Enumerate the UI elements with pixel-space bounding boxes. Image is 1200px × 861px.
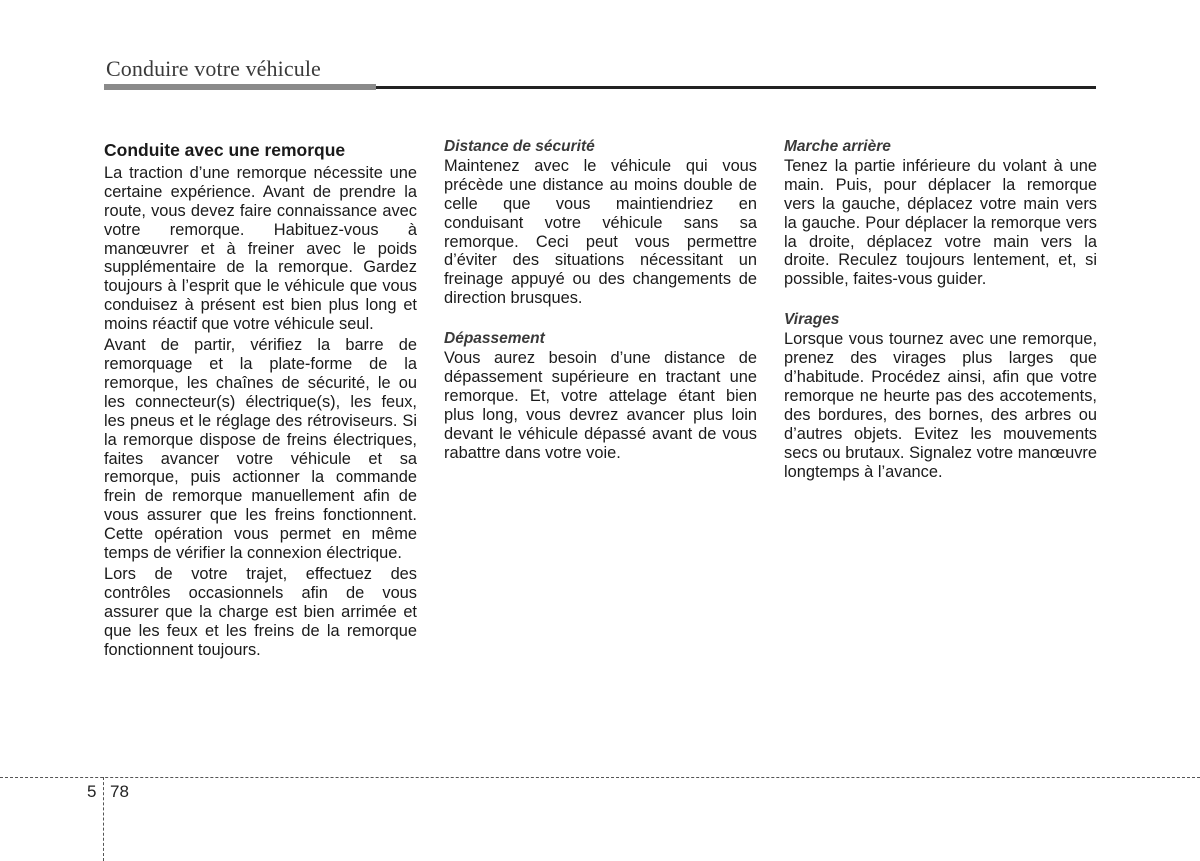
paragraph-safety-distance: Maintenez avec le véhicule qui vous précède une distance au moins double de celle que vous maintiendriez en conduisant votre véhicule sans sa remorque. Ceci peut vous permettre d’éviter des situations nécessitant un freinage appuyé ou des changements de direction brusques. [444, 156, 757, 308]
chapter-number: 5 [87, 782, 97, 801]
paragraph-overtaking: Vous aurez besoin d’une distance de dépassement supérieure en tractant une remorque. Et, votre attelage étant bien plus long, vous devrez avancer plus loin devant le véhicule dépassé avant de vous rabattre dans votre voie. [444, 349, 757, 462]
column-right [784, 138, 1097, 483]
paragraph-reversing: Tenez la partie inférieure du volant à une main. Puis, pour déplacer la remorque vers la gauche, déplacez votre main vers la gauche. Pour déplacer la remorque vers la droite, déplacez votre main vers la droite. Reculez toujours lentement, et, si possible, faites-vous guider. [784, 156, 1097, 289]
column-left [104, 138, 417, 661]
subhead-overtaking: Dépassement [444, 330, 545, 348]
page-number: 78 [110, 782, 129, 801]
footer-vertical-divider [103, 777, 104, 861]
header-rule-accent [104, 84, 376, 90]
subhead-turns: Virages [784, 311, 840, 329]
subhead-reversing: Marche arrière [784, 138, 891, 155]
section-title-towing: Conduite avec une remorque [104, 140, 346, 160]
paragraph-towing-trip: Lors de votre trajet, effectuez des contrôles occasionnels afin de vous assurer que la charge est bien arrimée et que les feux et les freins de la remorque fonctionnent toujours. [104, 564, 417, 659]
paragraph-turns: Lorsque vous tournez avec une remorque, prenez des virages plus larges que d’habitude. Procédez ainsi, afin que votre remorque ne heurte pas des accotements, des bordures, des bornes, des arbres ou d’autres objets. Evitez les mouvements secs ou brutaux. Signalez votre manœuvre longtemps à l’avance. [784, 330, 1097, 481]
paragraph-towing-checks: Avant de partir, vérifiez la barre de remorquage et la plate-forme de la remorque, les chaînes de sécurité, le ou les connecteur(s) électrique(s), les feux, les pneus et le réglage des rétroviseurs. Si la remorque dispose de freins électriques, faites avancer votre véhicule et sa remorque, puis actionner la commande frein de remorque manuellement afin de vous assurer que les freins fonctionnent. Cette opération vous permet en même temps de vérifier la connexion électrique. [104, 336, 417, 563]
paragraph-towing-intro: La traction d’une remorque nécessite une certaine expérience. Avant de prendre la route, vous devez faire connaissance avec votre remorque. Habituez-vous à manœuvrer et à freiner avec le poids supplémentaire de la remorque. Gardez toujours à l’esprit que le véhicule que vous conduisez à présent est bien plus long et moins réactif que votre véhicule seul. [104, 163, 417, 334]
column-middle [444, 138, 757, 465]
subhead-safety-distance: Distance de sécurité [444, 138, 595, 155]
footer-divider [0, 777, 1200, 778]
page-header-title: Conduire votre véhicule [106, 56, 321, 81]
